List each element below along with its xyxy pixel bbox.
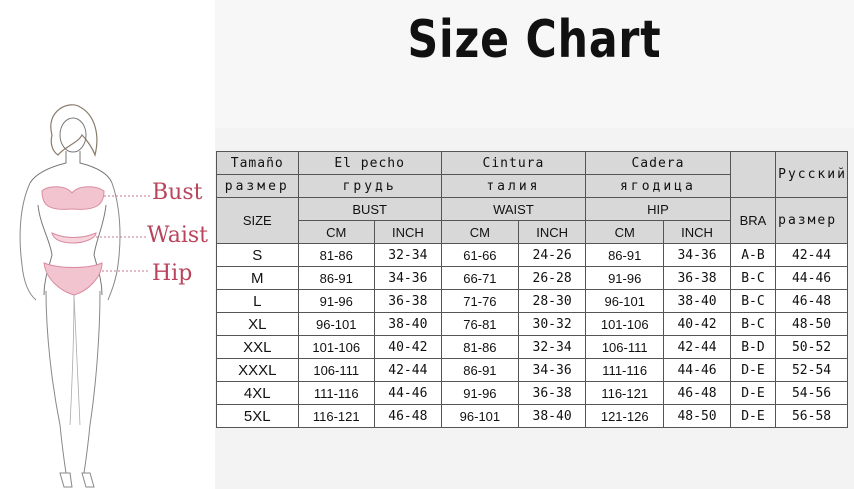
bust-inch-cell: 36-38 — [374, 290, 441, 313]
hip-cm-cell: 121-126 — [586, 405, 664, 428]
header-hip-es: Cadera — [586, 152, 731, 175]
ru-size-cell: 56-58 — [776, 405, 848, 428]
bra-cell: B-C — [730, 290, 775, 313]
bra-cell: A-B — [730, 244, 775, 267]
bust-inch-cell: 38-40 — [374, 313, 441, 336]
hip-inch-cell: 46-48 — [664, 382, 730, 405]
size-cell: M — [217, 267, 299, 290]
bust-cm-cell: 116-121 — [298, 405, 374, 428]
unit-hip-inch: INCH — [664, 221, 730, 244]
bust-inch-cell: 42-44 — [374, 359, 441, 382]
size-cell: L — [217, 290, 299, 313]
waist-cm-cell: 96-101 — [441, 405, 518, 428]
bust-cm-cell: 96-101 — [298, 313, 374, 336]
waist-inch-cell: 36-38 — [519, 382, 586, 405]
unit-bust-inch: INCH — [374, 221, 441, 244]
waist-inch-cell: 34-36 — [519, 359, 586, 382]
ru-size-cell: 42-44 — [776, 244, 848, 267]
waist-cm-cell: 66-71 — [441, 267, 518, 290]
waist-inch-cell: 30-32 — [519, 313, 586, 336]
waist-inch-cell: 38-40 — [519, 405, 586, 428]
waist-label: Waist — [147, 223, 208, 248]
table-row — [217, 290, 848, 313]
bust-inch-cell: 46-48 — [374, 405, 441, 428]
hip-cm-cell: 111-116 — [586, 359, 664, 382]
waist-inch-cell: 32-34 — [519, 336, 586, 359]
waist-inch-cell: 26-28 — [519, 267, 586, 290]
bust-cm-cell: 86-91 — [298, 267, 374, 290]
hip-cm-cell: 91-96 — [586, 267, 664, 290]
unit-waist-cm: CM — [441, 221, 518, 244]
bra-cell: B-C — [730, 267, 775, 290]
header-bra-en: BRA — [730, 198, 775, 244]
table-row — [217, 313, 848, 336]
header-bra-blank — [730, 152, 775, 198]
hip-cm-cell: 116-121 — [586, 382, 664, 405]
size-cell: XXXL — [217, 359, 299, 382]
waist-cm-cell: 81-86 — [441, 336, 518, 359]
header-size-ru: размер — [217, 175, 299, 198]
hip-inch-cell: 34-36 — [664, 244, 730, 267]
bust-inch-cell: 32-34 — [374, 244, 441, 267]
header-hip-ru: ягодица — [586, 175, 731, 198]
waist-cm-cell: 71-76 — [441, 290, 518, 313]
header-waist-en: WAIST — [441, 198, 585, 221]
header-waist-ru: талия — [441, 175, 585, 198]
body-figure-illustration — [0, 95, 215, 489]
size-cell: S — [217, 244, 299, 267]
hip-label: Hip — [152, 261, 193, 286]
hip-inch-cell: 48-50 — [664, 405, 730, 428]
hip-inch-cell: 36-38 — [664, 267, 730, 290]
hip-inch-cell: 42-44 — [664, 336, 730, 359]
page-title: Size Chart — [407, 10, 662, 70]
size-chart-table — [216, 151, 848, 428]
bra-cell: B-C — [730, 313, 775, 336]
ru-size-cell: 50-52 — [776, 336, 848, 359]
ru-size-cell: 48-50 — [776, 313, 848, 336]
table-row — [217, 359, 848, 382]
header-hip-en: HIP — [586, 198, 731, 221]
bust-label: Bust — [152, 180, 203, 205]
table-row — [217, 267, 848, 290]
header-bust-es: El pecho — [298, 152, 441, 175]
ru-size-cell: 54-56 — [776, 382, 848, 405]
bust-cm-cell: 101-106 — [298, 336, 374, 359]
ru-size-cell: 46-48 — [776, 290, 848, 313]
hip-inch-cell: 44-46 — [664, 359, 730, 382]
unit-waist-inch: INCH — [519, 221, 586, 244]
hip-cm-cell: 106-111 — [586, 336, 664, 359]
waist-cm-cell: 61-66 — [441, 244, 518, 267]
bra-cell: B-D — [730, 336, 775, 359]
waist-inch-cell: 24-26 — [519, 244, 586, 267]
header-ru-size: размер — [776, 198, 848, 244]
header-waist-es: Cintura — [441, 152, 585, 175]
hip-cm-cell: 96-101 — [586, 290, 664, 313]
header-bust-en: BUST — [298, 198, 441, 221]
size-cell: XXL — [217, 336, 299, 359]
hip-inch-cell: 40-42 — [664, 313, 730, 336]
bra-cell: D-E — [730, 405, 775, 428]
bust-cm-cell: 91-96 — [298, 290, 374, 313]
ru-size-cell: 44-46 — [776, 267, 848, 290]
bust-inch-cell: 40-42 — [374, 336, 441, 359]
bust-inch-cell: 44-46 — [374, 382, 441, 405]
hip-cm-cell: 86-91 — [586, 244, 664, 267]
waist-cm-cell: 86-91 — [441, 359, 518, 382]
header-row-en — [217, 198, 848, 221]
ru-size-cell: 52-54 — [776, 359, 848, 382]
waist-cm-cell: 76-81 — [441, 313, 518, 336]
header-ru-language: Русский — [776, 152, 848, 198]
bust-cm-cell: 106-111 — [298, 359, 374, 382]
hip-cm-cell: 101-106 — [586, 313, 664, 336]
table-row — [217, 244, 848, 267]
size-cell: XL — [217, 313, 299, 336]
bust-inch-cell: 34-36 — [374, 267, 441, 290]
unit-bust-cm: CM — [298, 221, 374, 244]
waist-cm-cell: 91-96 — [441, 382, 518, 405]
header-size-en: SIZE — [217, 198, 299, 244]
table-row — [217, 336, 848, 359]
size-cell: 4XL — [217, 382, 299, 405]
table-row — [217, 405, 848, 428]
bust-cm-cell: 111-116 — [298, 382, 374, 405]
table-row — [217, 382, 848, 405]
waist-inch-cell: 28-30 — [519, 290, 586, 313]
header-size-es: Tamaño — [217, 152, 299, 175]
unit-hip-cm: CM — [586, 221, 664, 244]
hip-inch-cell: 38-40 — [664, 290, 730, 313]
header-row-es — [217, 152, 848, 175]
bust-cm-cell: 81-86 — [298, 244, 374, 267]
header-bust-ru: грудь — [298, 175, 441, 198]
size-cell: 5XL — [217, 405, 299, 428]
bra-cell: D-E — [730, 382, 775, 405]
bra-cell: D-E — [730, 359, 775, 382]
